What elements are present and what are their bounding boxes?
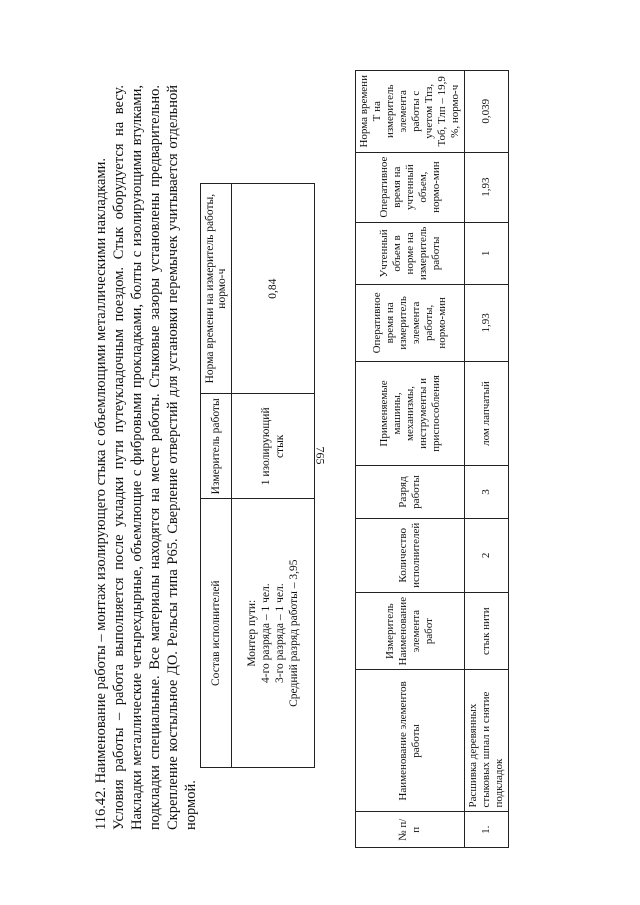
work-conditions: Условия работы – работа выполняется после укладки пути путеукладочным поездом. Стык оборудуется на весу. Накладки металлические четырехдырные, объемлющие с фибровыми прокладками, болты с изолирующими втулками, подкладки специальные. Все материалы находятся на месте работы. Стыковые зазоры установлены предварительно. Скрепление костыльное ДО. Рельсы типа Р65. Сверление отверстий для установки перемычек учитывается отдельной нормой.: [111, 85, 199, 830]
crew-table: [200, 183, 315, 768]
measure-cell: 1 изолирующий стык: [232, 394, 315, 499]
crew-cell: [232, 499, 315, 768]
col-optime-volume-header: Оперативное время на учтенный объем, нормо-мин: [356, 152, 465, 222]
rotated-document: [70, 60, 610, 860]
col-measure-header: Измеритель Наименование элемента работ: [356, 592, 465, 670]
col-tools-header: Применяемые машины, механизмы, инструменты и приспособления: [356, 361, 465, 466]
crew-line: Средний разряд работы – 3,95: [288, 559, 300, 707]
intro-text: [92, 85, 200, 830]
col-workers-header: Количество исполнителей: [356, 518, 465, 592]
crew-line: 4-го разряда – 1 чел.: [260, 583, 272, 684]
norm-header: Норма времени на измеритель работы, нормо-ч: [201, 184, 232, 394]
work-elements-table: [355, 70, 509, 848]
crew-line: 3-го разряда – 1 чел.: [274, 583, 286, 684]
row-measure: стык нити: [465, 592, 509, 670]
row-num: 1.: [465, 812, 509, 848]
page-number: 765: [313, 446, 328, 465]
row-optime-volume: 1,93: [465, 152, 509, 222]
row-workers: 2: [465, 518, 509, 592]
row-tools: лом лапчатый: [465, 361, 509, 466]
row-norm: 0,039: [465, 71, 509, 153]
row-grade: 3: [465, 466, 509, 518]
work-title: 116.42. Наименование работы – монтаж изолирующего стыка с объемлющими металлическими накладками.: [93, 158, 109, 830]
norm-cell: 0,84: [232, 184, 315, 394]
crew-header: Состав исполнителей: [201, 499, 232, 768]
measure-header: Измеритель работы: [201, 394, 232, 499]
col-volume-header: Учтенный объем в норме на измеритель работы: [356, 222, 465, 285]
row-optime: 1,93: [465, 285, 509, 361]
row-name: Расшивка деревянных стыковых шпал и снятие подкладок: [465, 670, 509, 812]
row-volume: 1: [465, 222, 509, 285]
col-norm-header: Норма времени Т на измеритель элемента работы с учетом Тпз, Тоб, Тлп – 19,9 %, нормо-ч: [356, 71, 465, 153]
col-num-header: № п/п: [356, 812, 465, 848]
col-name-header: Наименование элементов работы: [356, 670, 465, 812]
col-grade-header: Разряд работы: [356, 466, 465, 518]
crew-line: Монтер пути:: [246, 599, 258, 667]
table-row: [465, 71, 509, 848]
col-optime-header: Оперативное время на измеритель элемента работы, нормо-мин: [356, 285, 465, 361]
